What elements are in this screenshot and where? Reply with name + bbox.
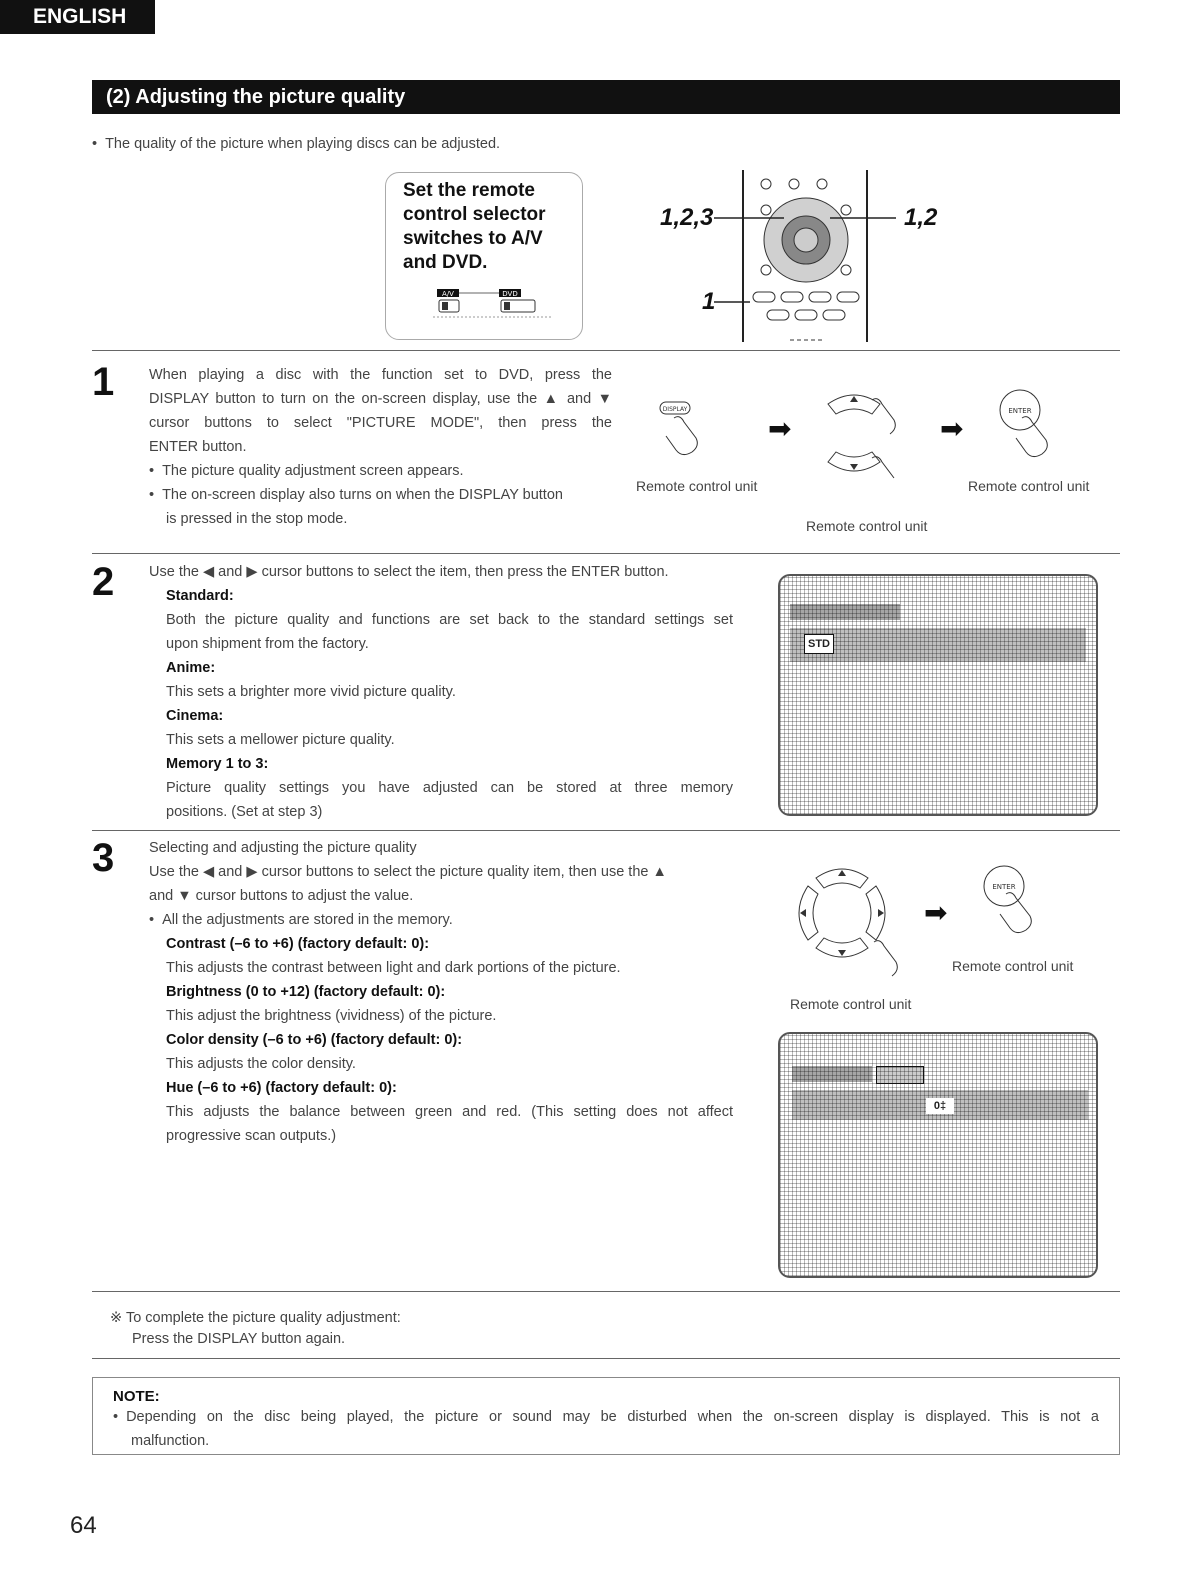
adjust-value-label: 0‡ [926, 1098, 954, 1114]
step1-line: cursor buttons to select "PICTURE MODE", then press the [149, 415, 612, 431]
item-desc: This adjusts the color density. [166, 1056, 356, 1072]
step1-bullet-continuation: is pressed in the stop mode. [166, 511, 348, 527]
item-desc: Both the picture quality and functions are set back to the standard settings set [166, 612, 733, 628]
screen-header-bar [790, 604, 900, 620]
section-title: (2) Adjusting the picture quality [92, 80, 1120, 114]
item-heading-cinema: Cinema: [166, 708, 224, 724]
item-heading-standard: Standard: [166, 588, 234, 604]
step-number-3: 3 [92, 836, 115, 880]
callout-step-12: 1,2 [904, 204, 938, 231]
enter-button-label: ENTER [1008, 407, 1032, 415]
switch-label-dvd: DVD [502, 290, 518, 298]
item-desc: This adjusts the contrast between light and dark portions of the picture. [166, 960, 621, 976]
switch-label-av: A/V [442, 290, 454, 298]
divider [92, 553, 1120, 554]
step3-bullet: • All the adjustments are stored in the memory. [149, 908, 733, 932]
divider [92, 830, 1120, 831]
item-heading-contrast: Contrast (–6 to +6) (factory default: 0): [166, 936, 430, 952]
divider [92, 350, 1120, 351]
caption-remote-control-unit: Remote control unit [806, 518, 928, 534]
picture-mode-screen [778, 574, 1098, 816]
step-number-1: 1 [92, 360, 115, 404]
note-title: NOTE: [113, 1388, 160, 1405]
item-heading-brightness: Brightness (0 to +12) (factory default: 0): [166, 984, 446, 1000]
step1-line: DISPLAY button to turn on the on-screen display, use the ▲ and ▼ [149, 391, 612, 407]
item-desc: Picture quality settings you have adjusted can be stored at three memory [166, 780, 733, 796]
item-heading-memory: Memory 1 to 3: [166, 756, 269, 772]
intro-text: • The quality of the picture when playing discs can be adjusted. [92, 136, 500, 152]
note-text: malfunction. [131, 1433, 210, 1449]
note-box [92, 1377, 1120, 1455]
display-button-press-icon [654, 390, 714, 460]
step1-line: ENTER button. [149, 439, 247, 455]
item-desc: This adjust the brightness (vividness) of the picture. [166, 1008, 497, 1024]
note-text: • Depending on the disc being played, the picture or sound may be disturbed when the on-screen display is displayed. This is not a [113, 1405, 1099, 1429]
remote-selector-instruction [385, 172, 583, 340]
callout-step-1: 1 [702, 288, 716, 315]
remote-control-illustration [650, 168, 950, 344]
item-desc: This sets a brighter more vivid picture quality. [166, 684, 456, 700]
screen-mode-indicator [876, 1066, 924, 1084]
completion-note [110, 1308, 401, 1350]
item-desc: positions. (Set at step 3) [166, 804, 323, 820]
step3-text [149, 836, 733, 1148]
step1-text [149, 363, 612, 531]
arrow-right-icon: ➡ [940, 413, 964, 444]
step3-line: Use the ◀ and ▶ cursor buttons to select the picture quality item, then use the ▲ [149, 864, 667, 880]
item-desc: This sets a mellower picture quality. [166, 732, 395, 748]
step1-line: When playing a disc with the function set to DVD, press the [149, 367, 612, 383]
step-number-2: 2 [92, 560, 115, 604]
screen-header-bar [792, 1066, 872, 1082]
enter-button-press-icon [980, 862, 1060, 942]
page-number: 64 [70, 1512, 97, 1539]
display-button-label: DISPLAY [662, 406, 688, 413]
up-down-cursor-press-icon [818, 384, 928, 494]
selector-switch-illustration [403, 283, 563, 328]
step3-line: and ▼ cursor buttons to adjust the value. [149, 888, 414, 904]
caption-remote-control-unit: Remote control unit [968, 478, 1090, 494]
arrow-right-icon: ➡ [768, 413, 792, 444]
caption-remote-control-unit: Remote control unit [952, 958, 1074, 974]
std-mode-label: STD [804, 634, 834, 654]
divider [92, 1291, 1120, 1292]
item-desc: This adjusts the balance between green and red. (This setting does not affect [166, 1104, 733, 1120]
caption-remote-control-unit: Remote control unit [790, 996, 912, 1012]
step2-intro: Use the ◀ and ▶ cursor buttons to select the item, then press the ENTER button. [149, 564, 669, 580]
enter-button-label: ENTER [992, 883, 1016, 891]
selector-line: Set the remote [403, 180, 535, 201]
caption-remote-control-unit: Remote control unit [636, 478, 758, 494]
selector-line: switches to A/V [403, 228, 543, 249]
enter-button-press-icon [996, 386, 1076, 466]
reference-mark: ※ [110, 1310, 123, 1326]
item-desc: upon shipment from the factory. [166, 636, 369, 652]
language-tab: ENGLISH [0, 0, 155, 34]
step1-bullet: • The on-screen display also turns on when the DISPLAY button [149, 483, 612, 507]
item-heading-anime: Anime: [166, 660, 216, 676]
divider [92, 1358, 1120, 1359]
item-heading-color-density: Color density (–6 to +6) (factory default: 0): [166, 1032, 463, 1048]
item-heading-hue: Hue (–6 to +6) (factory default: 0): [166, 1080, 397, 1096]
selector-line: control selector [403, 204, 546, 225]
completion-line: Press the DISPLAY button again. [132, 1331, 346, 1347]
step1-bullet: • The picture quality adjustment screen appears. [149, 459, 612, 483]
item-desc: progressive scan outputs.) [166, 1128, 337, 1144]
screen-mode-row [790, 628, 1086, 662]
arrow-right-icon: ➡ [924, 897, 948, 928]
completion-line: To complete the picture quality adjustment: [125, 1310, 401, 1326]
callout-step-123: 1,2,3 [660, 204, 714, 231]
selector-line: and DVD. [403, 252, 488, 273]
picture-adjust-screen [778, 1032, 1098, 1278]
step2-text [149, 560, 733, 824]
cursor-pad-press-icon [788, 856, 928, 986]
step3-line: Selecting and adjusting the picture quality [149, 840, 417, 856]
